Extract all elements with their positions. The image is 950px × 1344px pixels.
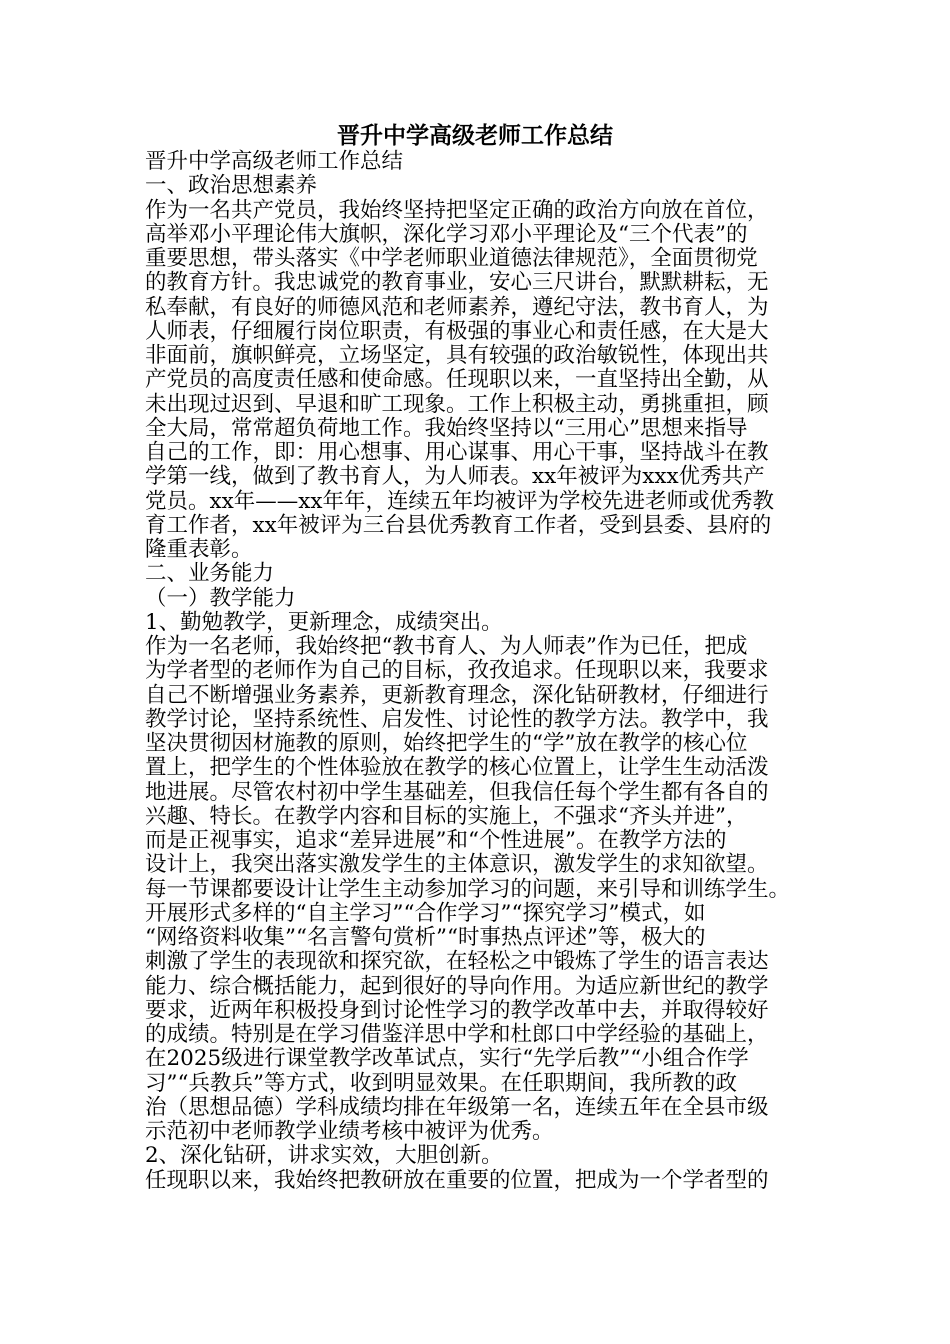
text-line: 人师表，仔细履行岗位职责，有极强的事业心和责任感，在大是大 [145,318,769,344]
text-line: 党员。xx年——xx年年，连续五年均被评为学校先进老师或优秀教 [145,488,775,514]
text-line: 全大局，常常超负荷地工作。我始终坚持以“三用心”思想来指导 [145,415,748,441]
text-line: 高举邓小平理论伟大旗帜，深化学习邓小平理论及“三个代表”的 [145,221,748,247]
text-line: 教学讨论，坚持系统性、启发性、讨论性的教学方法。教学中，我 [145,706,769,732]
text-line: 未出现过迟到、早退和旷工现象。工作上积极主动，勇挑重担，顾 [145,391,769,417]
text-line: 能力、综合概括能力，起到很好的导向作用。为适应新世纪的教学 [145,973,769,999]
text-line: 2、深化钻研，讲求实效，大胆创新。 [145,1143,503,1169]
text-line: 兴趣、特长。在教学内容和目标的实施上，不强求“齐头并进”， [145,803,748,829]
text-line: 作为一名共产党员，我始终坚持把坚定正确的政治方向放在首位， [145,197,769,223]
text-line: 育工作者，xx年被评为三台县优秀教育工作者，受到县委、县府的 [145,512,772,538]
text-line: 每一节课都要设计让学生主动参加学习的问题，来引导和训练学生。 [145,876,791,902]
text-line: 晋升中学高级老师工作总结 [145,149,404,174]
text-line: 二、业务能力 [145,561,275,587]
document-title: 晋升中学高级老师工作总结 [337,122,613,149]
text-line: 示范初中老师教学业绩考核中被评为优秀。 [145,1119,554,1144]
text-line: （一）教学能力 [145,585,296,611]
text-line: 的教育方针。我忠诚党的教育事业，安心三尺讲台，默默耕耘，无 [145,270,769,296]
text-line: 一、政治思想素养 [145,173,318,199]
text-line: 治（思想品德）学科成绩均排在年级第一名，连续五年在全县市级 [145,1094,769,1120]
document-body [145,150,815,1193]
text-line: 而是正视事实，追求“差异进展”和“个性进展”。在教学方法的 [145,828,727,853]
text-line: 在2025级进行课堂教学改革试点，实行“先学后教”“小组合作学 [145,1046,749,1072]
text-line: 任现职以来，我始终把教研放在重要的位置，把成为一个学者型的 [145,1167,769,1193]
text-line: 非面前，旗帜鲜亮，立场坚定，具有较强的政治敏锐性，体现出共 [145,343,769,368]
text-line: 作为一名老师，我始终把“教书育人、为人师表”作为已任，把成 [145,634,748,659]
text-line: 要求，近两年积极投身到讨论性学习的教学改革中去，并取得较好 [145,997,769,1023]
text-line: 置上，把学生的个性体验放在教学的核心位置上，让学生生动活泼 [145,755,769,781]
text-line: 设计上，我突出落实激发学生的主体意识，激发学生的求知欲望。 [145,852,769,878]
text-line: 刺激了学生的表现欲和探究欲，在轻松之中锻炼了学生的语言表达 [145,949,769,975]
text-line: 学第一线，做到了教书育人，为人师表。xx年被评为xxx优秀共产 [145,464,765,490]
text-line: 开展形式多样的“自主学习”“合作学习”“探究学习”模式，如 [145,900,706,926]
text-line: 隆重表彰。 [145,537,253,562]
text-line: 产党员的高度责任感和使命感。任现职以来，一直坚持出全勤，从 [145,367,769,393]
text-line: 私奉献，有良好的师德风范和老师素养，遵纪守法，教书育人，为 [145,294,769,320]
text-line: 为学者型的老师作为自己的目标，孜孜追求。任现职以来，我要求 [145,658,769,684]
text-line: “网络资料收集”“名言警句赏析”“时事热点评述”等，极大的 [145,925,706,950]
text-line: 重要思想，带头落实《中学老师职业道德法律规范》，全面贯彻党 [145,246,758,271]
text-line: 自己的工作，即：用心想事、用心谋事、用心干事，坚持战斗在教 [145,440,769,465]
text-line: 的成绩。特别是在学习借鉴洋思中学和杜郎口中学经验的基础上， [145,1022,769,1047]
text-line: 自己不断增强业务素养，更新教育理念，深化钻研教材，仔细进行 [145,682,769,708]
text-line: 1、勤勉教学，更新理念，成绩突出。 [145,609,503,635]
text-line: 坚决贯彻因材施教的原则，始终把学生的“学”放在教学的核心位 [145,731,748,756]
text-line: 习”“兵教兵”等方式，收到明显效果。在任职期间，我所教的政 [145,1070,737,1096]
text-line: 地进展。尽管农村初中学生基础差，但我信任每个学生都有各自的 [145,779,769,805]
